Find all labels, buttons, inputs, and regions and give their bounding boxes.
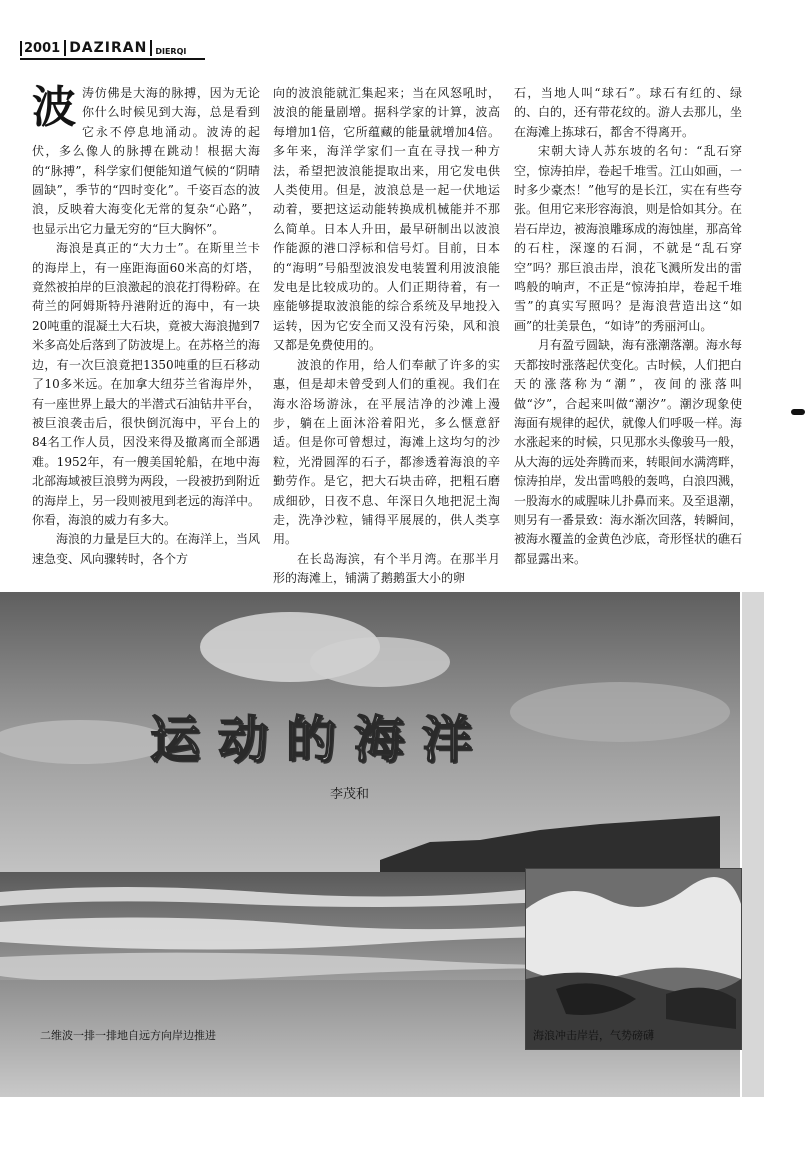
article-title: 运动的海洋 [150, 711, 490, 769]
main-photo-caption: 二维波一排一排地自远方向岸边推进 [40, 1029, 216, 1042]
paragraph-8: 宋朝大诗人苏东坡的名句：“乱石穿空，惊涛拍岸，卷起千堆雪。江山如画，一时多少豪杰！”他写的是长江，实在有些夸张。但用它来形容海浪，则是恰如其分。在岩石岸边，被海浪雕琢成的海蚀崖，那高耸的石柱，深邃的石洞，不就是“乱石穿空”吗？那巨浪击岸，浪花飞溅所发出的雷鸣般的响声，不正是“惊涛拍岸，卷起千堆雪”的真实写照吗？是海浪营造出这“如画”的壮美景色，“如诗”的秀丽河山。 [514, 144, 743, 333]
paragraph-5: 波浪的作用，给人们奉献了许多的实惠，但是却未曾受到人们的重视。我们在海水浴场游泳，在平展洁净的沙滩上漫步，躺在上面沐浴着阳光，多么惬意舒适。但是你可曾想过，海滩上这均匀的沙粒，光滑圆浑的石子，都渗透着海浪的辛勤劳作。是它，把大石块击碎，把粗石磨成细砂，日夜不息、年深日久地把泥土淘走，洗净沙粒，铺得平展展的，供人类享用。 [273, 357, 500, 547]
inset-wave-photo [525, 868, 742, 1050]
paragraph-3: 海浪的力量是巨大的。在海洋上，当风速急变、风向骤转时，各个方 [32, 532, 261, 566]
header-year: 2001 [20, 41, 64, 56]
header-magazine-name: DAZIRAN [64, 40, 152, 56]
header-rule [20, 58, 205, 60]
article-author: 李茂和 [330, 787, 370, 802]
paragraph-6: 在长岛海滨，有个半月湾。在那半月形的海滩上，铺满了鹅鹅蛋大小的卵 [273, 551, 500, 586]
photo-side-strip [742, 592, 764, 1097]
paragraph-1-text: 涛仿佛是大海的脉搏，因为无论你什么时候见到大海，总是看到它永不停息地涌动。波涛的起伏，多么像人的脉搏在跳动！根据大海的“脉搏”，科学家们便能知道气候的“阴晴圆缺”，季节的“四时变化”。千姿百态的波浪，反映着大海变化无常的复杂“心路”，也显示出它力量无穷的“巨大胸怀”。 [32, 86, 260, 236]
drop-cap: 波 [32, 82, 76, 133]
inset-photo-caption: 海浪冲击岸岩，气势磅礴 [533, 1029, 654, 1042]
inset-wave-drawing [526, 869, 741, 1049]
running-header [20, 32, 186, 56]
text-column-3 [514, 84, 742, 569]
text-column-2 [273, 84, 500, 589]
paragraph-4: 向的波浪能就汇集起来；当在风怒吼时，波浪的能量剧增。据科学家的计算，波高每增加1倍，它所蕴藏的能量就增加4倍。多年来，海洋学家们一直在寻找一种方法，希望把波浪能提取出来，用它发电供人类使用。但是，波浪总是一起一伏地运动着，要把这运动能转换成机械能并不那么简单。日本人升田，最早研制出以波浪作能源的港口浮标和信号灯。目前，日本的“海明”号船型波浪发电装置利用波浪能发电是比较成功的。人们正期待着，有一座能够提取波浪能的综合系统及早地投入运转，因为它安全而又没有污染，风和浪又都是免费使用的。 [273, 86, 500, 353]
paragraph-9: 月有盈亏圆缺，海有涨潮落潮。海水每天都按时涨落起伏变化。古时候，人们把白天的涨落称为“潮”，夜间的涨落叫做“汐”，合起来叫做“潮汐”。潮汐现象使海面有规律的起伏，就像人们呼吸一样。海水涨起来的时候，只见那水头像骏马一般，从大海的远处奔腾而来，转眼间水满湾畔，惊涛拍岸，发出雷鸣般的轰鸣，白浪四溅，一股海水的咸腥味儿扑鼻而来。及至退潮，则另有一番景致：海水渐次回落，转瞬间，被海水覆盖的金黄色沙底，奇形怪状的礁石都显露出来。 [514, 338, 743, 566]
paragraph-7: 石，当地人叫“球石”。球石有红的、绿的、白的，还有带花纹的。游人去那儿，坐在海滩上拣球石，都舍不得离开。 [514, 86, 743, 139]
paragraph-1 [32, 84, 260, 239]
text-column-1 [32, 84, 260, 569]
edge-mark [791, 409, 805, 415]
header-issue: DIERQI [155, 47, 187, 56]
paragraph-2: 海浪是真正的“大力士”。在斯里兰卡的海岸上，有一座距海面60米高的灯塔，竟然被拍岸的巨浪激起的浪花打得粉碎。在荷兰的阿姆斯特丹港附近的海中，有一块20吨重的混凝土大石块，竟被大海浪抛到7米多高处后落到了防波堤上。在苏格兰的海边，有一次巨浪竟把1350吨重的巨石移动了10多米远。在加拿大纽芬兰省海岸外，有一座世界上最大的半潜式石油钻井平台，被巨浪袭击后，很快倒沉海中，平台上的84名工作人员，因没来得及撤离而全部遇难。1952年，有一艘美国轮船，在地中海北部海域被巨浪劈为两段，一段被扔到附近的海岸上，另一段则被甩到老远的海洋中。你看，海浪的威力有多大。 [32, 241, 261, 527]
